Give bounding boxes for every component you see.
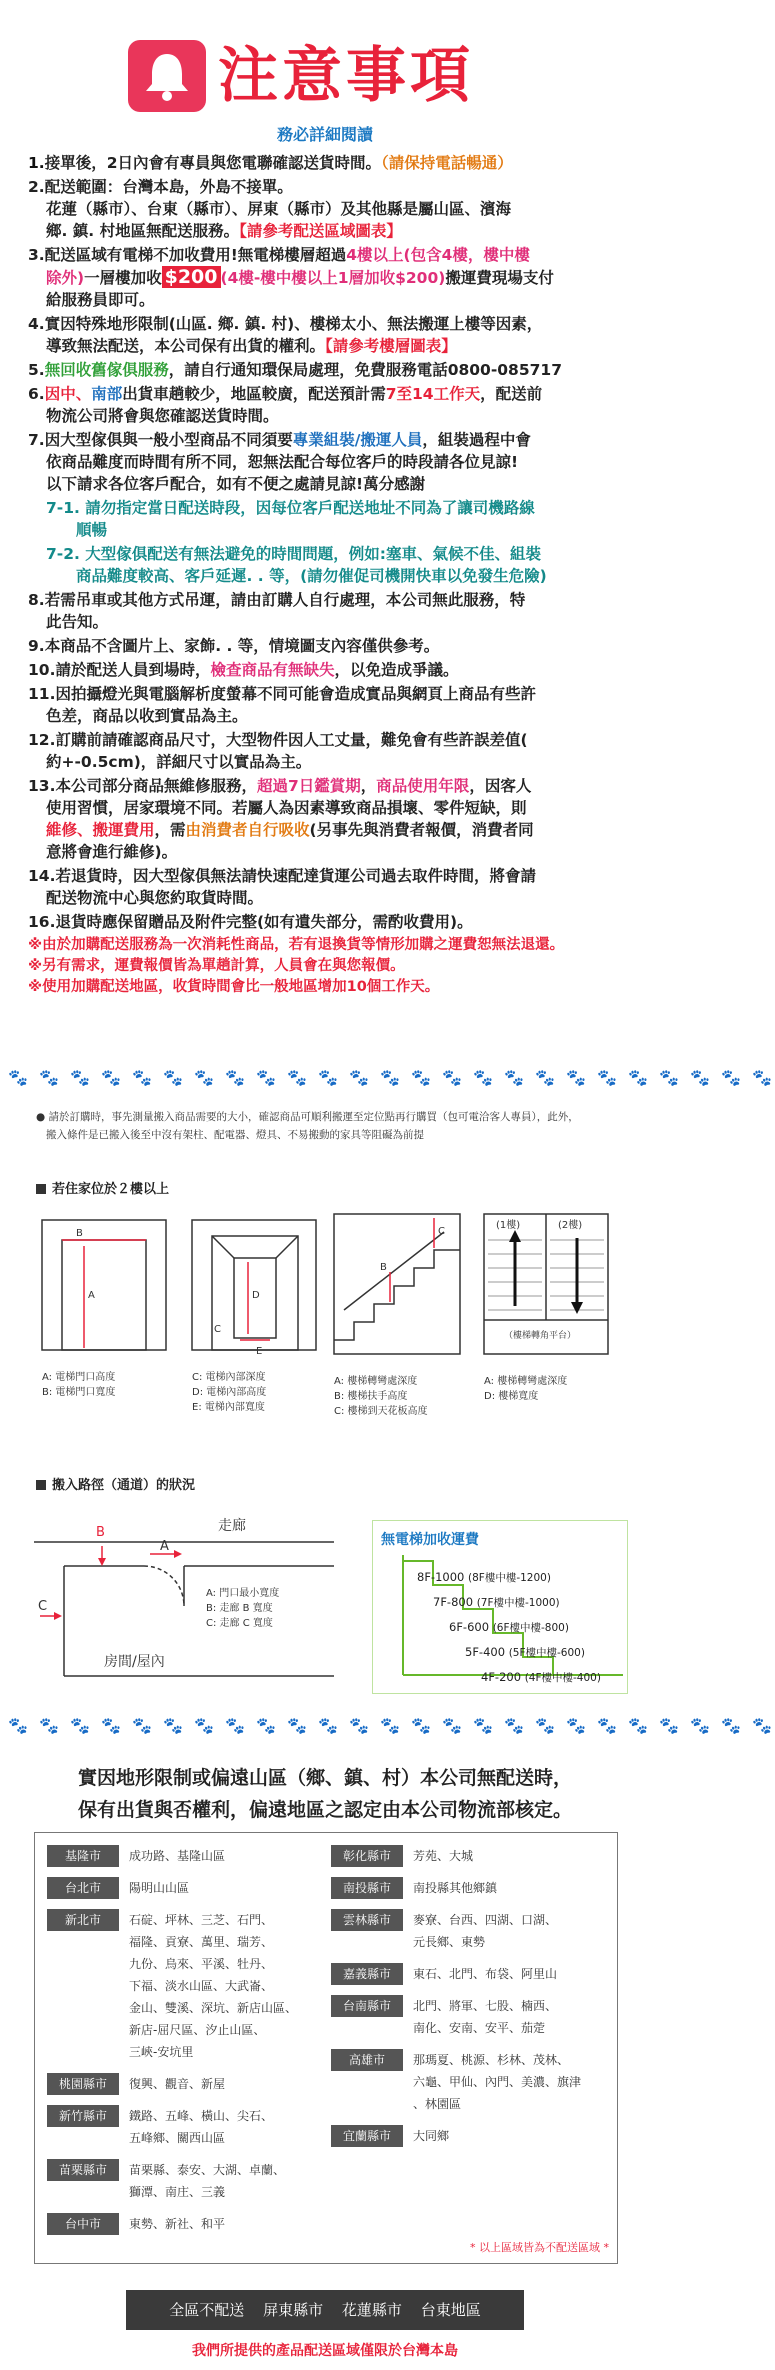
elevator-door-diagram [42,1220,166,1350]
page-title: 注意事項 [218,41,474,111]
fee-row: 8F-1000 (8F樓中樓-1200) [417,1570,551,1584]
bell-icon [142,50,192,102]
list-item: 8.若需吊車或其他方式吊運，請由訂購人自行處理，本公司無此服務，特 此告知。 [28,591,526,631]
caption-path: A: 門口最小寬度 B: 走廊 B 寬度 C: 走廊 C 寬度 [206,1588,280,1629]
list-item: 11.因拍攝燈光與電腦解析度螢幕不同可能會造成實品與網頁上商品有些許 色差，商品以收到實品為主。 [28,685,536,725]
svg-text:C: C [438,1226,445,1237]
table-row: 宜蘭縣市 大同鄉 [331,2125,611,2147]
fee-row: 7F-800 (7F樓中樓-1000) [433,1595,560,1609]
caption-stair-top: A: 樓梯轉彎處深度 D: 樓梯寬度 [484,1376,568,1402]
measure-note: ● 請於訂購時，事先測量搬入商品需要的大小，確認商品可順利搬運至定位點再行購買（包可電洽客人專員），此外， 搬入條件是已搬入後至中沒有架柱、配電器、燈具、不易搬動的家具等阻礙為前提 [36,1111,579,1141]
svg-text:A: A [160,1539,169,1554]
list-item: 7.因大型傢俱與一般小型商品不同須要專業組裝/搬運人員，組裝過程中會 依商品難度而時間有所不同，恕無法配合每位客戶的時段請各位見諒! 以下請求各位客戶配合，如有不便之處請見諒!萬分感謝 [28,431,531,493]
table-row: 南投縣市 南投縣其他鄉鎮 [331,1877,611,1899]
table-row: 彰化縣市 芳苑、大城 [331,1845,611,1867]
list-item: 6.因中、南部出貨車趟較少，地區較廣，配送預計需7至14工作天，配送前 物流公司將會與您確認送貨時間。 [28,385,543,425]
notice-list [28,152,628,998]
fee-table [372,1520,628,1694]
svg-text:房間/屋內: 房間/屋內 [104,1654,165,1670]
table-row: 新竹縣市 鐵路、五峰、橫山、尖石、 五峰鄉、關西山區 [47,2105,327,2149]
fee-title: 無電梯加收運費 [381,1532,479,1548]
caption-elevator-door: A: 電梯門口高度 B: 電梯門口寬度 [42,1372,116,1398]
table-row: 嘉義縣市 東石、北門、布袋、阿里山 [331,1963,611,1985]
bell-badge [128,40,206,112]
header [0,36,650,116]
list-item: 3.配送區域有電梯不加收費用!無電梯樓層超過4樓以上(包含4樓，樓中樓 除外)一層樓加收 $200 (4樓-樓中樓以上1層加收$200)搬運費現場支付 給服務員即可。 [28,246,554,309]
remote-area-notice: 實因地形限制或偏遠山區（鄉、鎮、村）本公司無配送時， 保有出貨與否權利，偏遠地區之認定由本公司物流部核定。 [77,1767,572,1821]
page-subtitle: 務必詳細閱讀 [276,125,373,144]
elevator-interior-diagram [192,1220,316,1350]
caption-stair-side: A: 樓梯轉彎處深度 B: 樓梯扶手高度 C: 樓梯到天花板高度 [334,1376,428,1417]
table-row: 桃園縣市 復興、觀音、新屋 [47,2073,327,2095]
table-row: 高雄市 那瑪夏、桃源、杉林、茂林、 六龜、甲仙、內門、美濃、旗津 、林園區 [331,2049,611,2115]
price-badge: $200 [162,266,221,288]
list-item: 1.接單後，2日內會有專員與您電聯確認送貨時間。（請保持電話暢通） [28,154,513,172]
svg-text:B: B [76,1228,83,1239]
fee-row: 4F-200 (4F樓中樓-400) [481,1670,601,1684]
table-row: 新北市 石碇、坪林、三芝、石門、 福隆、貢寮、萬里、瑞芳、 九份、烏來、平溪、牡丹、 下福、淡水山區、大武崙、 金山、雙溪、深坑、新店山區、 新店-屈尺區、汐止山區、 三峽-安坑里 [47,1909,327,2063]
no-delivery-table [34,1832,618,2264]
list-item: 2.配送範圍：台灣本島，外島不接單。 花蓮（縣市）、台東（縣市）、屏東（縣市）及其他縣是屬山區、濱海 鄉. 鎮. 村地區無配送服務。【請參考配送區域圖表】 [28,178,512,240]
caption-elevator-interior: C: 電梯內部深度 D: 電梯內部高度 E: 電梯內部寬度 [192,1372,267,1413]
list-item: 9.本商品不含圖片上、家飾. . 等，情境圖支內容僅供參考。 [28,637,440,655]
fee-row: 5F-400 (5F樓中樓-600) [465,1645,585,1659]
list-item: 4.實因特殊地形限制(山區. 鄉. 鎮. 村)、樓梯太小、無法搬運上樓等因素， 導致無法配送，本公司保有出貨的權利。【請參考樓層圖表】 [28,315,543,355]
table-row: 台北市 陽明山山區 [47,1877,327,1899]
svg-text:A: A [88,1290,95,1301]
note: ※另有需求，運費報價皆為單趟計算，人員會在與您報價。 [28,958,405,974]
bottom-note: 我們所提供的產品配送區域僅限於台灣本島 [192,2343,458,2359]
list-item: 10.請於配送人員到場時，檢查商品有無缺失，以免造成爭議。 [28,661,459,679]
table-row: 台中市 東勢、新社、和平 [47,2213,327,2235]
table-row: 台南縣市 北門、將軍、七股、楠西、 南化、安南、安平、茄萣 [331,1995,611,2039]
table-row: 雲林縣市 麥寮、台西、四湖、口湖、 元長鄉、東勢 [331,1909,611,1953]
path-diagram [34,1506,364,1686]
no-delivery-bar: 全區不配送 屏東縣市 花蓮縣市 台東地區 [126,2290,524,2330]
section-heading: 若住家位於２樓以上 [36,1178,169,1197]
table-column-right [331,1845,611,2157]
list-item: 7-2. 大型傢俱配送有無法避免的時間問題，例如:塞車、氣候不佳、組裝 商品難度較高、客戶延遲. . 等，(請勿催促司機開快車以免發生危險) [46,545,547,585]
list-item: 12.訂購前請確認商品尺寸，大型物件因人工丈量，難免會有些許誤差值( 約+-0.5cm)，詳細尺寸以實品為主。 [28,731,528,771]
svg-text:(2樓): (2樓) [558,1220,583,1231]
svg-text:D: D [252,1290,260,1301]
svg-text:B: B [96,1525,105,1540]
list-item: 13.本公司部分商品無維修服務，超過7日鑑賞期，商品使用年限，因客人 使用習慣，居家環境不同。若屬人為因素導致商品損壞、零件短缺，則 維修、搬運費用，需由消費者自行吸收(另事先與消費者報價，消費者同 意將會進行維修)。 [28,777,534,861]
svg-text:B: B [380,1262,387,1273]
svg-text:C: C [38,1599,48,1614]
list-item: 5.無回收舊傢俱服務，請自行通知環保局處理，免費服務電話0800-085717 [28,361,562,379]
table-row: 苗栗縣市 苗栗縣、泰安、大湖、卓蘭、 獅潭、南庄、三義 [47,2159,327,2203]
svg-text:E: E [256,1346,263,1357]
fee-row: 6F-600 (6F樓中樓-800) [449,1620,569,1634]
svg-text:（樓梯轉角平台）: （樓梯轉角平台） [504,1331,577,1341]
table-column-left [47,1845,327,2245]
list-item: 14.若退貨時，因大型傢俱無法請快速配達貨運公司過去取件時間，將會請 配送物流中心與您約取貨時間。 [28,867,536,907]
svg-text:走廊: 走廊 [218,1518,246,1534]
note: ※由於加購配送服務為一次消耗性商品，若有退換貨等情形加購之運費恕無法退還。 [28,937,565,953]
svg-text:(1樓): (1樓) [496,1220,521,1231]
svg-text:C: C [214,1324,221,1335]
table-note: * 以上區域皆為不配送區域 * [470,2241,609,2254]
note: ※使用加購配送地區，收貨時間會比一般地區增加10個工作天。 [28,979,440,995]
paw-divider: 🐾 🐾 🐾 🐾 🐾 🐾 🐾 🐾 🐾 🐾 🐾 🐾 🐾 🐾 🐾 🐾 🐾 🐾 🐾 🐾 🐾 🐾 🐾 🐾 🐾 [8,1068,775,1087]
table-row: 基隆市 成功路、基隆山區 [47,1845,327,1867]
list-item: 7-1. 請勿指定當日配送時段，因每位客戶配送地址不同為了讓司機路線 順暢 [46,499,535,539]
section-heading: 搬入路徑（通道）的狀況 [36,1474,195,1493]
paw-divider: 🐾 🐾 🐾 🐾 🐾 🐾 🐾 🐾 🐾 🐾 🐾 🐾 🐾 🐾 🐾 🐾 🐾 🐾 🐾 🐾 🐾 🐾 🐾 🐾 🐾 [8,1716,775,1735]
list-item: 16.退貨時應保留贈品及附件完整(如有遺失部分，需酌收費用)。 [28,913,473,931]
delivery-diagrams [34,1210,624,1360]
